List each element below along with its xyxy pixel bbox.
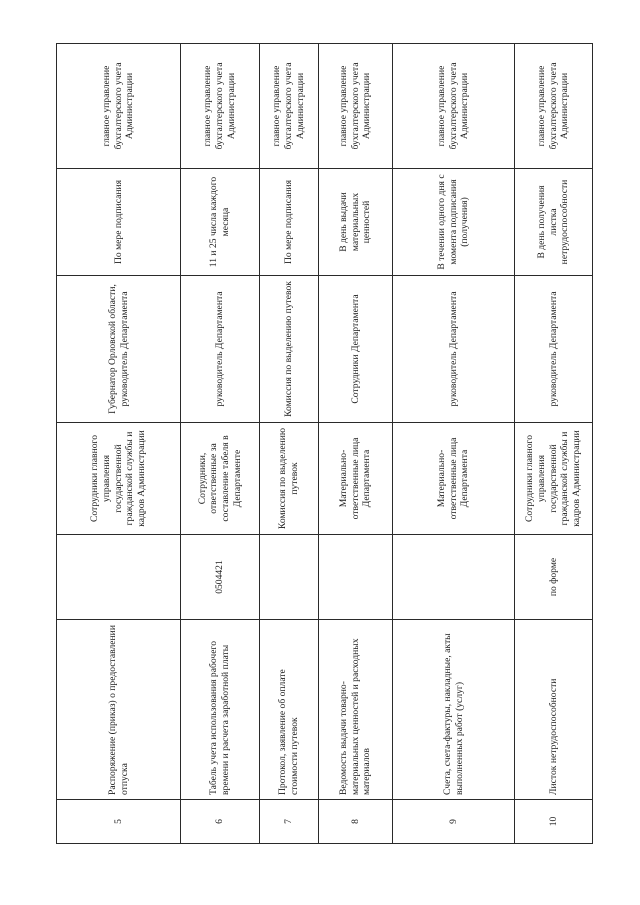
recipient-department: главное управление бухгалтерского учета Администрации	[181, 44, 260, 169]
table-row	[319, 44, 393, 844]
document-name: Ведомость выдачи товарно-материальных ценностей и расходных материалов	[319, 620, 393, 800]
recipient-department: главное управление бухгалтерского учета Администрации	[57, 44, 181, 169]
recipient-department: главное управление бухгалтерского учета Администрации	[260, 44, 319, 169]
row-number: 10	[515, 800, 593, 844]
recipient-department: главное управление бухгалтерского учета Администрации	[393, 44, 515, 169]
deadline: По мере подписания	[57, 169, 181, 276]
document-name: Табель учета использования рабочего времени и расчета заработной платы	[181, 620, 260, 800]
table-row	[515, 44, 593, 844]
row-number: 5	[57, 800, 181, 844]
rotated-table-container	[56, 44, 592, 844]
table-row	[181, 44, 260, 844]
responsible-party: Комиссия по выделению путевок	[260, 423, 319, 535]
signer: Комиссия по выделению путевок	[260, 276, 319, 423]
row-number: 8	[319, 800, 393, 844]
form-code	[393, 535, 515, 620]
responsible-party: Сотрудники, ответственные за составление табеля в Департаменте	[181, 423, 260, 535]
row-number: 9	[393, 800, 515, 844]
deadline: 11 и 25 числа каждого месяца	[181, 169, 260, 276]
signer: Сотрудники Департамента	[319, 276, 393, 423]
table-row	[393, 44, 515, 844]
form-code: по форме	[515, 535, 593, 620]
responsible-party: Сотрудники главного управления государственной гражданской службы и кадров Администрации	[57, 423, 181, 535]
document-name: Распоряжение (приказ) о предоставлении отпуска	[57, 620, 181, 800]
deadline: В течении одного дня с момента подписания (получения)	[393, 169, 515, 276]
form-code	[319, 535, 393, 620]
form-code	[57, 535, 181, 620]
signer: руководитель Департамента	[181, 276, 260, 423]
document-name: Счета, счета-фактуры, накладные, акты выполненных работ (услуг)	[393, 620, 515, 800]
form-code	[260, 535, 319, 620]
responsible-party: Материально-ответственные лица Департамента	[393, 423, 515, 535]
deadline: В день выдачи материальных ценностей	[319, 169, 393, 276]
table-row	[57, 44, 181, 844]
recipient-department: главное управление бухгалтерского учета Администрации	[319, 44, 393, 169]
document-name: Протокол, заявление об оплате стоимости путевок	[260, 620, 319, 800]
signer: руководитель Департамента	[515, 276, 593, 423]
signer: руководитель Департамента	[393, 276, 515, 423]
form-code: 0504421	[181, 535, 260, 620]
deadline: По мере подписания	[260, 169, 319, 276]
document-name: Листок нетрудоспособности	[515, 620, 593, 800]
responsible-party: Сотрудники главного управления государственной гражданской службы и кадров Администрации	[515, 423, 593, 535]
responsible-party: Материально-ответственные лица Департамента	[319, 423, 393, 535]
table-row	[260, 44, 319, 844]
signer: Губернатор Орловской области, руководитель Департамента	[57, 276, 181, 423]
document-flow-table	[56, 43, 593, 844]
recipient-department: главное управление бухгалтерского учета Администрации	[515, 44, 593, 169]
deadline: В день получения листка нетрудоспособности	[515, 169, 593, 276]
row-number: 6	[181, 800, 260, 844]
row-number: 7	[260, 800, 319, 844]
